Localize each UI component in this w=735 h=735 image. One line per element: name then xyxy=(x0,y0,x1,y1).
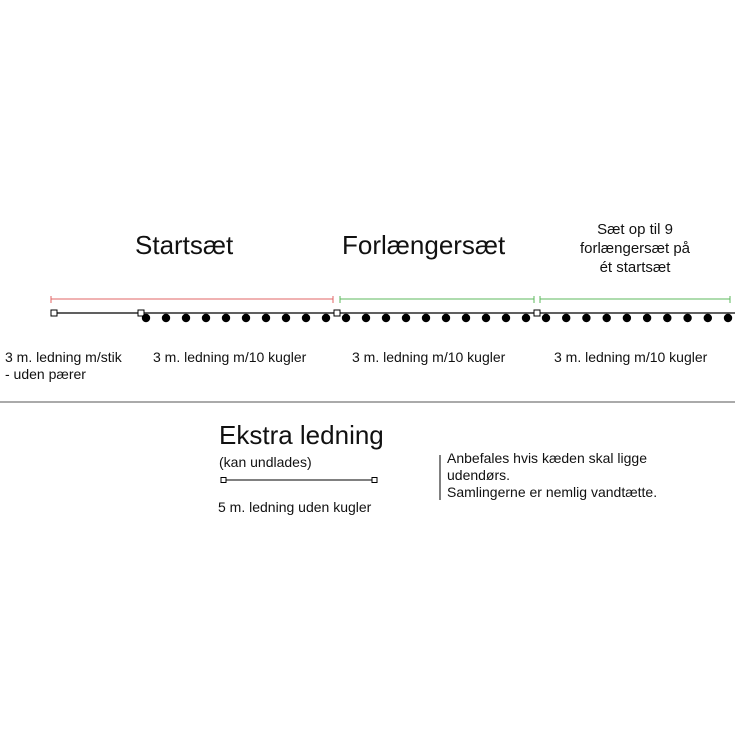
bulb-3-3 xyxy=(582,314,590,322)
startsaet-bracket xyxy=(51,296,333,303)
bulb-2-9 xyxy=(502,314,510,322)
bulb-2-10 xyxy=(522,314,530,322)
note-line-2: forlængersæt på xyxy=(579,240,691,257)
bulb-2-2 xyxy=(362,314,370,322)
segment-3-label: 3 m. ledning m/10 kugler xyxy=(554,349,708,365)
bulb-1-5 xyxy=(222,314,230,322)
plug-cable-label xyxy=(5,349,122,383)
bulb-1-10 xyxy=(322,314,330,322)
extra-cable-subtitle: (kan undlades) xyxy=(219,454,312,470)
startsaet-title: Startsæt xyxy=(135,230,234,260)
plug-connector xyxy=(51,310,57,316)
outdoor-note-line-1: Anbefales hvis kæden skal ligge xyxy=(447,450,648,466)
forlaengersaet-bracket-1 xyxy=(340,296,534,303)
bulb-3-10 xyxy=(724,314,732,322)
segment-connector-3 xyxy=(534,310,540,316)
outdoor-note-line-3: Samlingerne er nemlig vandtætte. xyxy=(447,484,658,500)
note-line-3: ét startsæt xyxy=(599,259,671,276)
outdoor-note-line-2: udendørs. xyxy=(447,467,511,483)
bulb-2-5 xyxy=(422,314,430,322)
bulb-2-6 xyxy=(442,314,450,322)
bulb-3-1 xyxy=(542,314,550,322)
extra-cable-title: Ekstra ledning xyxy=(219,420,384,450)
forlaengersaet-title: Forlængersæt xyxy=(342,230,506,260)
segment-1-label: 3 m. ledning m/10 kugler xyxy=(153,349,307,365)
bulb-3-4 xyxy=(603,314,611,322)
extra-cable-label: 5 m. ledning uden kugler xyxy=(218,499,372,515)
segment-2-label: 3 m. ledning m/10 kugler xyxy=(352,349,506,365)
bulb-1-9 xyxy=(302,314,310,322)
note-line-1: Sæt op til 9 xyxy=(597,221,673,238)
bulb-2-3 xyxy=(382,314,390,322)
extra-cable-connector-left xyxy=(221,478,226,483)
segment-connector-2 xyxy=(334,310,340,316)
bulb-1-3 xyxy=(182,314,190,322)
extra-cable-connector-right xyxy=(372,478,377,483)
bulb-1-1 xyxy=(142,314,150,322)
bulb-1-2 xyxy=(162,314,170,322)
bulb-2-7 xyxy=(462,314,470,322)
bulb-3-7 xyxy=(663,314,671,322)
bulb-2-1 xyxy=(342,314,350,322)
bulb-3-9 xyxy=(704,314,712,322)
bulb-1-8 xyxy=(282,314,290,322)
bulb-1-4 xyxy=(202,314,210,322)
forlaengersaet-bracket-2 xyxy=(540,296,730,303)
plug-cable-label-line-1: 3 m. ledning m/stik xyxy=(5,349,122,365)
plug-cable-label-line-2: - uden pærer xyxy=(5,366,86,382)
bulb-3-6 xyxy=(643,314,651,322)
bulb-1-6 xyxy=(242,314,250,322)
bulb-2-4 xyxy=(402,314,410,322)
bulb-2-8 xyxy=(482,314,490,322)
bulb-3-5 xyxy=(623,314,631,322)
outdoor-recommendation-note xyxy=(447,450,657,501)
bulb-1-7 xyxy=(262,314,270,322)
bulb-3-8 xyxy=(683,314,691,322)
bulb-3-2 xyxy=(562,314,570,322)
